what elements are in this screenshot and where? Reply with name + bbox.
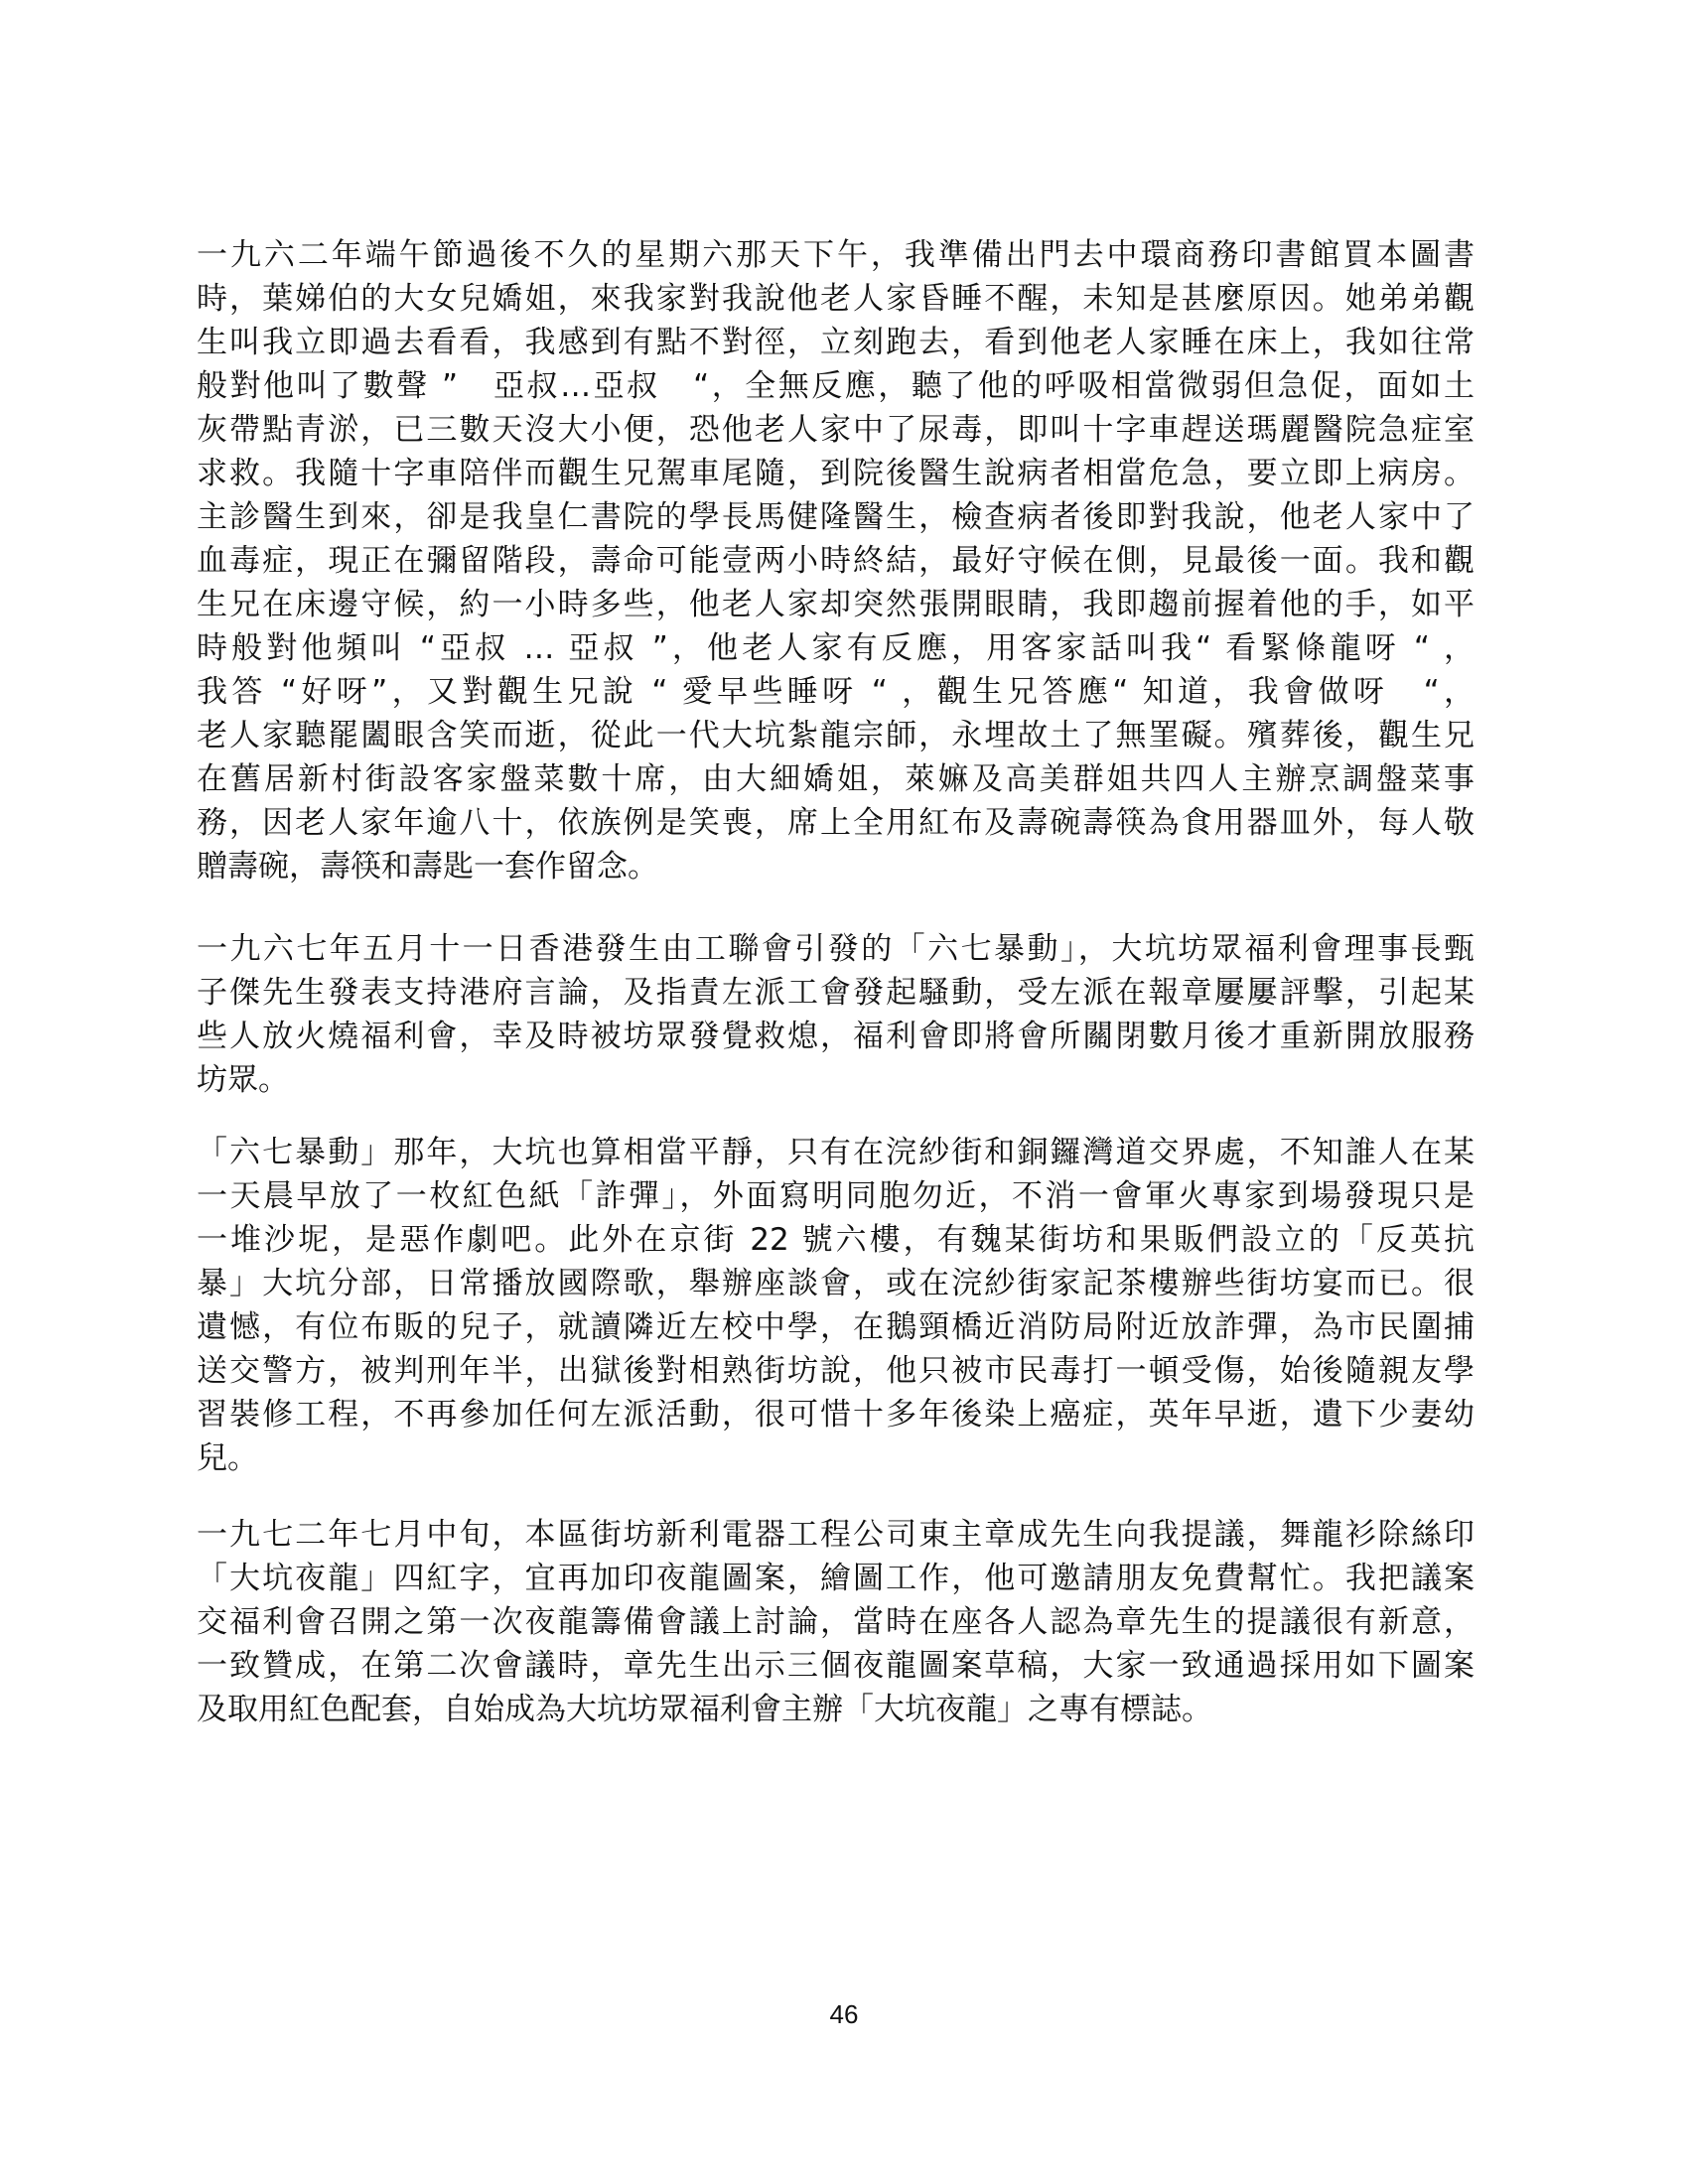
text-line: 一致贊成，在第二次會議時，章先生出示三個夜龍圖案草稿，大家一致通過採用如下圖案 xyxy=(197,1648,1475,1684)
text-line: 一天晨早放了一枚紅色紙「詐彈」，外面寫明同胞勿近，不消一會軍火專家到場發現只是 xyxy=(197,1178,1475,1214)
text-line: 一九六二年端午節過後不久的星期六那天下午，我準備出門去中環商務印書館買本圖書 xyxy=(197,237,1475,273)
text-line: 般對他叫了數聲 ” 亞叔…亞叔 “，全無反應，聽了他的呼吸相當微弱但急促，面如土 xyxy=(197,368,1475,404)
text-line: 生叫我立即過去看看，我感到有點不對徑，立刻跑去，看到他老人家睡在床上，我如往常 xyxy=(197,325,1475,360)
text-line: 些人放火燒福利會，幸及時被坊眾發覺救熄，福利會即將會所關閉數月後才重新開放服務 xyxy=(197,1019,1475,1054)
text-line: 一堆沙坭，是惡作劇吧。此外在京街 22 號六樓，有魏某街坊和果販們設立的「反英抗 xyxy=(197,1222,1475,1258)
text-line: 主診醫生到來，卻是我皇仁書院的學長馬健隆醫生，檢查病者後即對我說，他老人家中了 xyxy=(197,499,1475,535)
text-line: 灰帶點青淤，已三數天沒大小便，恐他老人家中了尿毒，即叫十字車趕送瑪麗醫院急症室 xyxy=(197,412,1475,448)
text-line: 及取用紅色配套，自始成為大坑坊眾福利會主辦「大坑夜龍」之專有標誌。 xyxy=(197,1692,1212,1727)
text-line: 贈壽碗，壽筷和壽匙一套作留念。 xyxy=(197,849,658,885)
text-line: 「六七暴動」那年，大坑也算相當平靜，只有在浣紗街和銅鑼灣道交界處，不知誰人在某 xyxy=(197,1135,1475,1170)
text-line: 交福利會召開之第一次夜龍籌備會議上討論，當時在座各人認為章先生的提議很有新意， xyxy=(197,1604,1475,1640)
text-line: 我答 “好呀”，又對觀生兄說 “ 愛早些睡呀 “ ，觀生兄答應“ 知道，我會做呀 “， xyxy=(197,674,1475,710)
text-line: 習裝修工程，不再參加任何左派活動，很可惜十多年後染上癌症，英年早逝，遺下少妻幼 xyxy=(197,1397,1475,1433)
text-line: 務，因老人家年逾八十，依族例是笑喪，席上全用紅布及壽碗壽筷為食用器皿外，每人敬 xyxy=(197,805,1475,841)
page-number: 46 xyxy=(829,1999,859,2029)
text-line: 在舊居新村街設客家盤菜數十席，由大細嬌姐，萊嫲及高美群姐共四人主辦烹調盤菜事 xyxy=(197,761,1475,797)
text-line: 「大坑夜龍」四紅字，宜再加印夜龍圖案，繪圖工作，他可邀請朋友免費幫忙。我把議案 xyxy=(197,1561,1475,1596)
text-line: 時般對他頻叫 “亞叔 … 亞叔 ”，他老人家有反應，用客家話叫我“ 看緊條龍呀 “ ， xyxy=(197,630,1475,666)
text-line: 老人家聽罷闔眼含笑而逝，從此一代大坑紮龍宗師，永埋故土了無罣礙。殯葬後，觀生兄 xyxy=(197,718,1475,753)
text-line: 子傑先生發表支持港府言論，及指責左派工會發起騷動，受左派在報章屢屢評擊，引起某 xyxy=(197,975,1475,1011)
text-line: 一九六七年五月十一日香港發生由工聯會引發的「六七暴動」，大坑坊眾福利會理事長甄 xyxy=(197,931,1475,967)
paragraph-4 xyxy=(197,1513,1475,1731)
paragraph-3 xyxy=(197,1131,1475,1480)
text-line: 生兄在床邊守候，約一小時多些，他老人家却突然張開眼睛，我即趨前握着他的手，如平 xyxy=(197,587,1475,622)
text-line: 坊眾。 xyxy=(197,1062,289,1098)
text-line: 兒。 xyxy=(197,1440,258,1476)
text-line: 時，葉娣伯的大女兒嬌姐，來我家對我說他老人家昏睡不醒，未知是甚麼原因。她弟弟觀 xyxy=(197,281,1475,317)
text-line: 求救。我隨十字車陪伴而觀生兄駕車尾隨，到院後醫生說病者相當危急，要立即上病房。 xyxy=(197,456,1475,491)
text-line: 暴」大坑分部，日常播放國際歌，舉辦座談會，或在浣紗街家記茶樓辦些街坊宴而已。很 xyxy=(197,1266,1475,1301)
text-line: 一九七二年七月中旬，本區街坊新利電器工程公司東主章成先生向我提議，舞龍衫除絲印 xyxy=(197,1517,1475,1553)
text-line: 血毒症，現正在彌留階段，壽命可能壹两小時終結，最好守候在側，見最後一面。我和觀 xyxy=(197,543,1475,579)
paragraph-2 xyxy=(197,927,1475,1102)
text-line: 送交警方，被判刑年半，出獄後對相熟街坊說，他只被市民毒打一頓受傷，始後隨親友學 xyxy=(197,1353,1475,1389)
paragraph-1 xyxy=(197,233,1475,888)
text-line: 遺憾，有位布販的兒子，就讀隣近左校中學，在鵝頸橋近消防局附近放詐彈，為市民圍捕 xyxy=(197,1309,1475,1345)
